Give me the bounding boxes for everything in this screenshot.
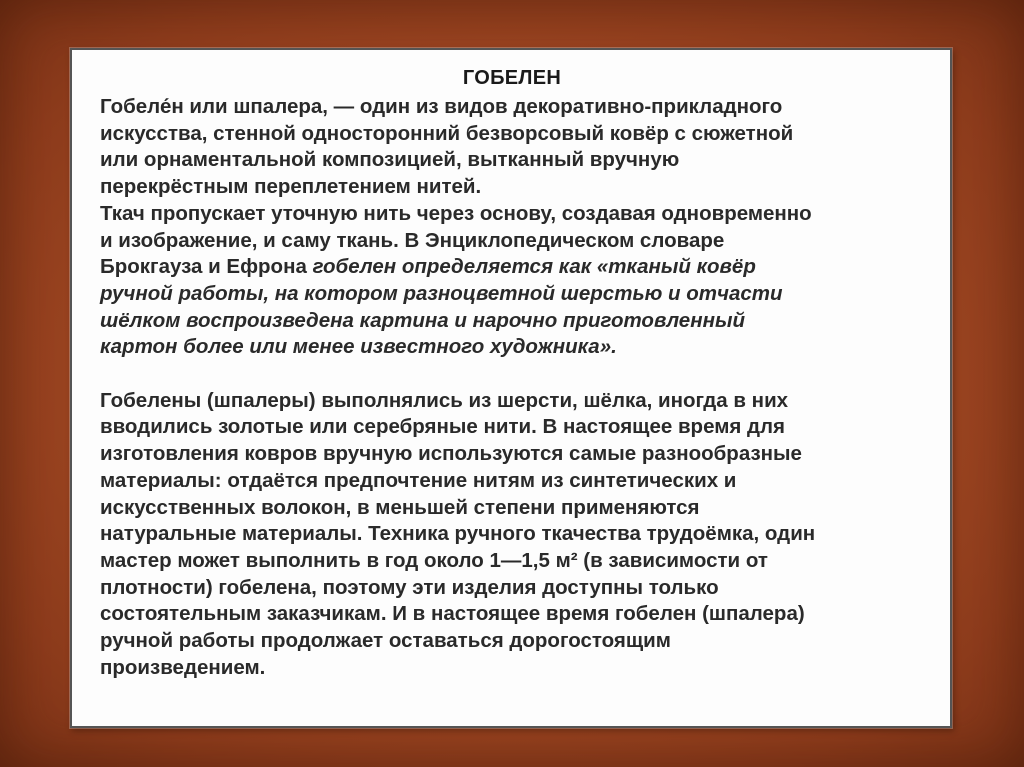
document-title: ГОБЕЛЕН [462, 67, 562, 89]
text-line: Гобеле́н или шпалера, — один из видов декоративно-прикладного [100, 95, 783, 118]
paragraph-spacer [100, 361, 924, 388]
text-line: мастер может выполнить в год около 1—1,5 м² (в зависимости от [100, 548, 768, 572]
text-line: искусственных волокон, в меньшей степени применяются [100, 495, 700, 519]
text-line-mixed [100, 254, 924, 281]
paragraph-definition [100, 94, 924, 201]
text-line: вводились золотые или серебряные нити. В настоящее время для [100, 415, 786, 439]
text-line: материалы: отдаётся предпочтение нитям из синтетических и [100, 468, 737, 492]
text-italic: гобелен определяется как «тканый ковёр [312, 255, 756, 279]
text-line: искусства, стенной односторонний безворсовый ковёр с сюжетной [100, 121, 794, 145]
text-line: произведением. [100, 655, 266, 679]
text-line-italic: картон более или менее известного художника». [100, 335, 617, 359]
text-line: плотности) гобелена, поэтому эти изделия доступны только [100, 575, 719, 599]
text-line: Гобелены (шпалеры) выполнялись из шерсти, шёлка, иногда в них [100, 388, 789, 412]
text-line-italic: шёлком воспроизведена картина и нарочно приготовленный [100, 308, 745, 332]
text-line: изготовления ковров вручную используются самые разнообразные [100, 442, 802, 466]
text-line: Ткач пропускает уточную нить через основу, создавая одновременно [100, 201, 812, 225]
paragraph-materials [100, 388, 924, 682]
text-line-italic: ручной работы, на котором разноцветной шерстью и отчасти [100, 281, 783, 305]
text-regular: Брокгауза и Ефрона [100, 255, 313, 279]
text-line: или орнаментальной композицией, вытканный вручную [100, 148, 680, 172]
text-line: натуральные материалы. Техника ручного ткачества трудоёмка, один [100, 522, 816, 546]
text-line: ручной работы продолжает оставаться дорогостоящим [100, 629, 671, 653]
paragraph-weaving [100, 201, 924, 361]
text-card [70, 48, 952, 728]
text-line: и изображение, и саму ткань. В Энциклопедическом словаре [100, 228, 725, 252]
text-line: состоятельным заказчикам. И в настоящее время гобелен (шпалера) [100, 602, 805, 626]
text-line: перекрёстным переплетением нитей. [100, 175, 482, 199]
